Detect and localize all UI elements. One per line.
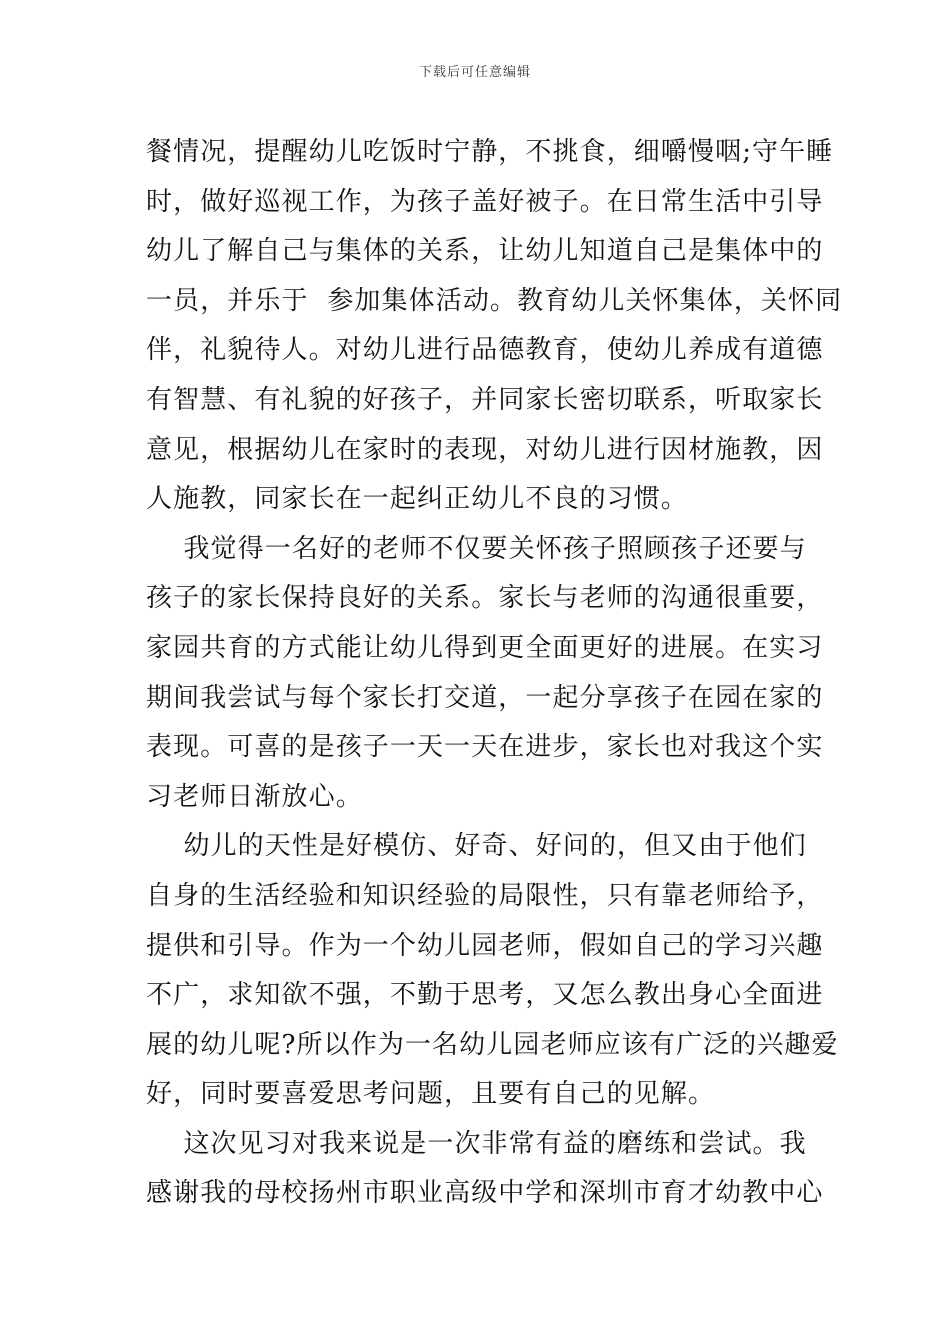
text-line: 时，做好巡视工作，为孩子盖好被子。在日常生活中引导 — [146, 186, 824, 217]
text-line: 习老师日渐放心。 — [146, 781, 363, 812]
text-line: 意见，根据幼儿在家时的表现，对幼儿进行因材施教，因 — [146, 434, 824, 465]
text-line: 伴，礼貌待人。对幼儿进行品德教育，使幼儿养成有道德 — [146, 335, 824, 366]
text-line: 展的幼儿呢?所以作为一名幼儿园老师应该有广泛的兴趣爱 — [146, 1029, 839, 1060]
text-line: 我觉得一名好的老师不仅要关怀孩子照顾孩子还要与 — [146, 533, 807, 564]
text-line: 幼儿的天性是好模仿、好奇、好问的，但又由于他们 — [146, 831, 807, 862]
text-line: 这次见习对我来说是一次非常有益的磨练和尝试。我 — [146, 1128, 807, 1159]
text-line: 表现。可喜的是孩子一天一天在进步，家长也对我这个实 — [146, 732, 824, 763]
text-line: 期间我尝试与每个家长打交道，一起分享孩子在园在家的 — [146, 682, 824, 713]
page-header: 下载后可任意编辑 — [418, 65, 531, 80]
text-line: 孩子的家长保持良好的关系。家长与老师的沟通很重要， — [146, 583, 824, 614]
text-line: 不广，求知欲不强，不勤于思考，又怎么教出身心全面进 — [146, 980, 824, 1011]
text-line: 提供和引导。作为一个幼儿园老师，假如自己的学习兴趣 — [146, 930, 824, 961]
text-line: 自身的生活经验和知识经验的局限性，只有靠老师给予， — [146, 880, 824, 911]
text-line: 幼儿了解自己与集体的关系，让幼儿知道自己是集体中的 — [146, 236, 824, 267]
text-line: 餐情况，提醒幼儿吃饭时宁静，不挑食，细嚼慢咽;守午睡 — [146, 137, 834, 167]
document-body — [146, 128, 843, 1219]
text-line: 家园共育的方式能让幼儿得到更全面更好的进展。在实习 — [146, 632, 824, 663]
text-line: 一员，并乐于 参加集体活动。教育幼儿关怀集体，关怀同 — [146, 285, 843, 316]
text-line: 好，同时要喜爱思考问题，且要有自己的见解。 — [146, 1079, 716, 1110]
text-line: 有智慧、有礼貌的好孩子，并同家长密切联系，听取家长 — [146, 384, 824, 415]
text-line: 人施教，同家长在一起纠正幼儿不良的习惯。 — [146, 484, 689, 515]
text-line: 感谢我的母校扬州市职业高级中学和深圳市育才幼教中心 — [146, 1178, 824, 1209]
